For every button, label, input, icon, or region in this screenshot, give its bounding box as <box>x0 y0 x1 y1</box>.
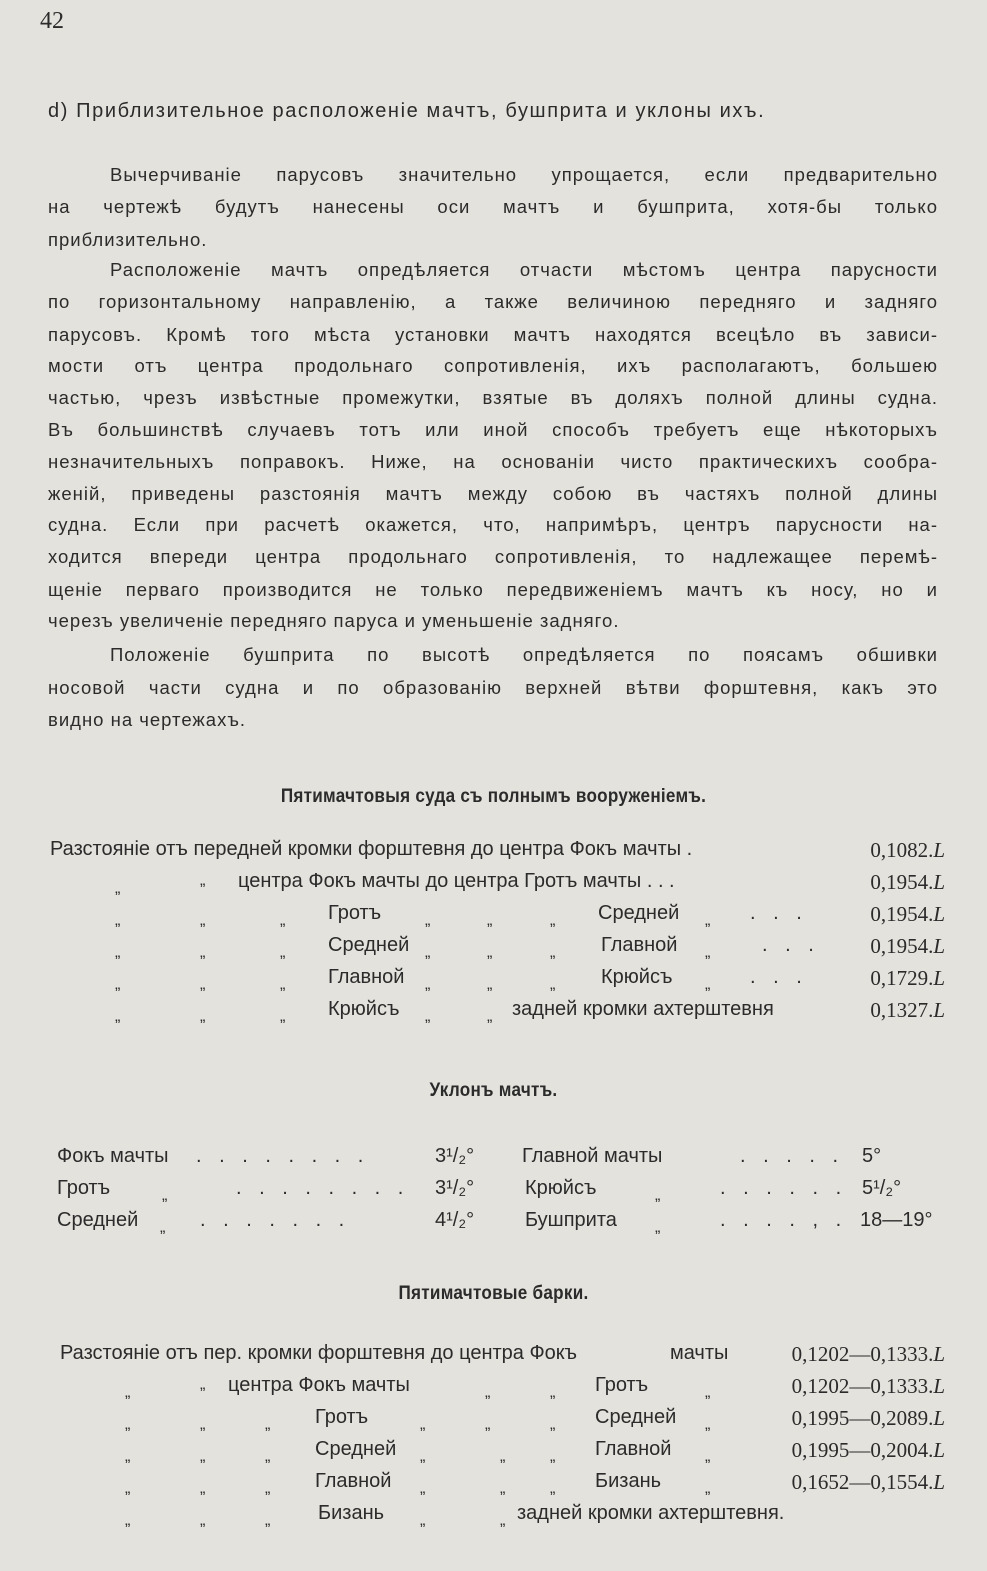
ditto-mark: „ <box>115 1008 121 1025</box>
leader-dots: . . . <box>750 966 808 988</box>
paragraph-line: видно на чертежахъ. <box>48 709 247 730</box>
ditto-mark: „ <box>420 1416 426 1433</box>
paragraph-line: Вычерчиваніе парусовъ значительно упрощается, если предварительно <box>110 164 938 185</box>
leader-dots: . . . . . . . . <box>236 1177 410 1199</box>
table-row <box>0 902 987 934</box>
row-value: 0,1995—0,2089.L <box>791 1406 945 1430</box>
ditto-mark: „ <box>125 1512 131 1529</box>
ditto-mark: „ <box>200 1416 206 1433</box>
row-value: 0,1995—0,2004.L <box>791 1438 945 1462</box>
table2-title: Уклонъ мачтъ. <box>429 1080 558 1101</box>
ditto-mark: „ <box>115 912 121 929</box>
paragraph-line: Положеніе бушприта по высотѣ опредѣляется по поясамъ обшивки <box>110 644 938 665</box>
paragraph-line: мости отъ центра продольнаго сопротивленія, ихъ располагаютъ, большею <box>48 355 938 376</box>
ditto-mark: „ <box>550 1448 556 1465</box>
row-value: 0,1729.L <box>870 966 945 990</box>
ditto-mark: „ <box>655 1219 661 1236</box>
ditto-mark: „ <box>125 1384 131 1401</box>
paragraph-line: щеніе перваго производится не только передвиженіемъ мачтъ къ носу, но и <box>48 579 938 600</box>
ditto-mark: „ <box>550 976 556 993</box>
ditto-mark: „ <box>425 1008 431 1025</box>
rake-value: 5¹/₂° <box>862 1177 902 1199</box>
ditto-mark: „ <box>500 1480 506 1497</box>
ditto-mark: „ <box>550 1480 556 1497</box>
rake-value: 5° <box>862 1145 882 1167</box>
rake-value: 18—19° <box>860 1209 933 1231</box>
to-mast: задней кромки ахтерштевня. <box>517 1502 785 1524</box>
ditto-mark: „ <box>550 1384 556 1401</box>
ditto-mark: „ <box>705 976 711 993</box>
from-mast: Главной <box>328 966 405 988</box>
ditto-mark: „ <box>420 1480 426 1497</box>
paragraph-line: приблизительно. <box>48 229 208 250</box>
mast-name: Средней <box>57 1209 139 1231</box>
ditto-mark: „ <box>160 1219 166 1236</box>
ditto-mark: „ <box>500 1448 506 1465</box>
ditto-mark: „ <box>280 944 286 961</box>
to-mast: Средней <box>598 902 680 924</box>
ditto-mark: „ <box>200 872 206 889</box>
leader-dots: . . . <box>750 902 808 924</box>
section-title: d) Приблизительное расположеніе мачтъ, бушприта и уклоны ихъ. <box>48 100 766 122</box>
ditto-mark: „ <box>705 912 711 929</box>
ditto-mark: „ <box>705 1384 711 1401</box>
ditto-mark: „ <box>200 1512 206 1529</box>
paragraph-line: незначительныхъ поправокъ. Ниже, на основаніи чисто практическихъ сообра- <box>48 451 938 472</box>
ditto-mark: „ <box>487 1008 493 1025</box>
from-mast: Гротъ <box>328 902 382 924</box>
leader-dots: . . . . . <box>740 1145 845 1167</box>
paragraph-line: Расположеніе мачтъ опредѣляется отчасти мѣстомъ центра парусности <box>110 259 938 280</box>
paragraph-line: судна. Если при расчетѣ окажется, что, напримѣръ, центръ парусности на- <box>48 514 938 535</box>
ditto-mark: „ <box>487 912 493 929</box>
ditto-mark: „ <box>487 944 493 961</box>
table1-title: Пятимачтовыя суда съ полнымъ вооруженіемъ. <box>280 786 707 807</box>
table-row <box>0 1438 987 1470</box>
row-value: 0,1327.L <box>870 998 945 1022</box>
ditto-mark: „ <box>550 912 556 929</box>
mast-name: Крюйсъ <box>525 1177 597 1199</box>
ditto-mark: „ <box>200 976 206 993</box>
row-value: 0,1954.L <box>870 870 945 894</box>
leader-dots: . . . . . . <box>720 1177 848 1199</box>
ditto-mark: „ <box>115 944 121 961</box>
table-row <box>0 966 987 998</box>
ditto-mark: „ <box>420 1512 426 1529</box>
ditto-mark: „ <box>280 976 286 993</box>
ditto-mark: „ <box>200 1008 206 1025</box>
ditto-mark: „ <box>125 1448 131 1465</box>
ditto-mark: „ <box>115 976 121 993</box>
row-label: центра Фокъ мачты до центра Гротъ мачты . . . <box>238 870 675 892</box>
table-row <box>0 1209 987 1241</box>
paragraph-line: на чертежѣ будутъ нанесены оси мачтъ и бушприта, хотя-бы только <box>48 196 938 217</box>
ditto-mark: „ <box>655 1187 661 1204</box>
mast-name: Фокъ мачты <box>57 1145 169 1167</box>
mast-name: Бушприта <box>525 1209 617 1231</box>
table-row <box>0 870 987 902</box>
ditto-mark: „ <box>265 1480 271 1497</box>
from-mast: Бизань <box>318 1502 385 1524</box>
row-value: 0,1652—0,1554.L <box>791 1470 945 1494</box>
from-mast: Средней <box>328 934 410 956</box>
row-value: 0,1954.L <box>870 934 945 958</box>
ditto-mark: „ <box>550 1416 556 1433</box>
to-mast: задней кромки ахтерштевня <box>512 998 774 1020</box>
to-mast: Гротъ <box>595 1374 649 1396</box>
ditto-mark: „ <box>425 912 431 929</box>
row-label: Разстояніе отъ пер. кромки форштевня до центра Фокъ <box>60 1342 578 1364</box>
paragraph-line: ходится впереди центра продольнаго сопротивленія, то надлежащее перемѣ- <box>48 546 938 567</box>
ditto-mark: „ <box>485 1416 491 1433</box>
row-value: 0,1202—0,1333.L <box>791 1342 945 1366</box>
ditto-mark: „ <box>200 1376 206 1393</box>
table-row <box>0 934 987 966</box>
ditto-mark: „ <box>125 1416 131 1433</box>
row-label-end: мачты <box>670 1342 729 1364</box>
to-mast: Главной <box>595 1438 672 1460</box>
paragraph-line: черезъ увеличеніе передняго паруса и уменьшеніе задняго. <box>48 610 620 631</box>
table-row <box>0 1342 987 1374</box>
row-value: 0,1954.L <box>870 902 945 926</box>
from-mast: Гротъ <box>315 1406 369 1428</box>
paragraph-line: по горизонтальному направленію, а также величиною передняго и задняго <box>48 291 938 312</box>
ditto-mark: „ <box>200 1480 206 1497</box>
row-value: 0,1202—0,1333.L <box>791 1374 945 1398</box>
ditto-mark: „ <box>705 944 711 961</box>
leader-dots: . . . . , . <box>720 1209 848 1231</box>
ditto-mark: „ <box>485 1384 491 1401</box>
ditto-mark: „ <box>115 880 121 897</box>
ditto-mark: „ <box>125 1480 131 1497</box>
ditto-mark: „ <box>500 1512 506 1529</box>
ditto-mark: „ <box>265 1512 271 1529</box>
mast-name: Гротъ <box>57 1177 111 1199</box>
table-row <box>0 1145 987 1177</box>
ditto-mark: „ <box>200 912 206 929</box>
paragraph-line: частью, чрезъ извѣстные промежутки, взятые въ доляхъ полной длины судна. <box>48 387 938 408</box>
ditto-mark: „ <box>705 1480 711 1497</box>
ditto-mark: „ <box>705 1416 711 1433</box>
leader-dots: . . . . . . . . <box>196 1145 370 1167</box>
ditto-mark: „ <box>265 1416 271 1433</box>
ditto-mark: „ <box>280 1008 286 1025</box>
from-mast: Главной <box>315 1470 392 1492</box>
ditto-mark: „ <box>162 1187 168 1204</box>
ditto-mark: „ <box>200 944 206 961</box>
table-row <box>0 1177 987 1209</box>
paragraph-line: Въ большинствѣ случаевъ тотъ или иной способъ требуетъ еще нѣкоторыхъ <box>48 419 938 440</box>
to-mast: Средней <box>595 1406 677 1428</box>
to-mast: Главной <box>601 934 678 956</box>
ditto-mark: „ <box>705 1448 711 1465</box>
to-mast: Крюйсъ <box>601 966 673 988</box>
table-row <box>0 838 987 870</box>
from-mast: Крюйсъ <box>328 998 400 1020</box>
table-row <box>0 1502 987 1534</box>
ditto-mark: „ <box>425 944 431 961</box>
row-value: 0,1082.L <box>870 838 945 862</box>
table-row <box>0 1374 987 1406</box>
ditto-mark: „ <box>550 944 556 961</box>
table-row <box>0 998 987 1030</box>
ditto-mark: „ <box>265 1448 271 1465</box>
rake-value: 3¹/₂° <box>435 1145 475 1167</box>
paragraph-line: носовой части судна и по образованію верхней вѣтви форштевня, какъ это <box>48 677 938 698</box>
paragraph-line: парусовъ. Кромѣ того мѣста установки мачтъ находятся всецѣло въ зависи- <box>48 324 938 345</box>
ditto-mark: „ <box>280 912 286 929</box>
ditto-mark: „ <box>425 976 431 993</box>
from-mast: Средней <box>315 1438 397 1460</box>
rake-value: 3¹/₂° <box>435 1177 475 1199</box>
table-row <box>0 1406 987 1438</box>
ditto-mark: „ <box>487 976 493 993</box>
leader-dots: . . . . . . . <box>200 1209 351 1231</box>
row-label: Разстояніе отъ передней кромки форштевня до центра Фокъ мачты . <box>50 838 693 860</box>
mast-name: Главной мачты <box>522 1145 663 1167</box>
leader-dots: . . . <box>762 934 820 956</box>
row-label: центра Фокъ мачты <box>228 1374 410 1396</box>
to-mast: Бизань <box>595 1470 662 1492</box>
page-number: 42 <box>40 8 64 34</box>
ditto-mark: „ <box>200 1448 206 1465</box>
table3-title: Пятимачтовые барки. <box>398 1283 589 1304</box>
ditto-mark: „ <box>420 1448 426 1465</box>
rake-value: 4¹/₂° <box>435 1209 475 1231</box>
table-row <box>0 1470 987 1502</box>
paragraph-line: женій, приведены разстоянія мачтъ между собою въ частяхъ полной длины <box>48 483 938 504</box>
